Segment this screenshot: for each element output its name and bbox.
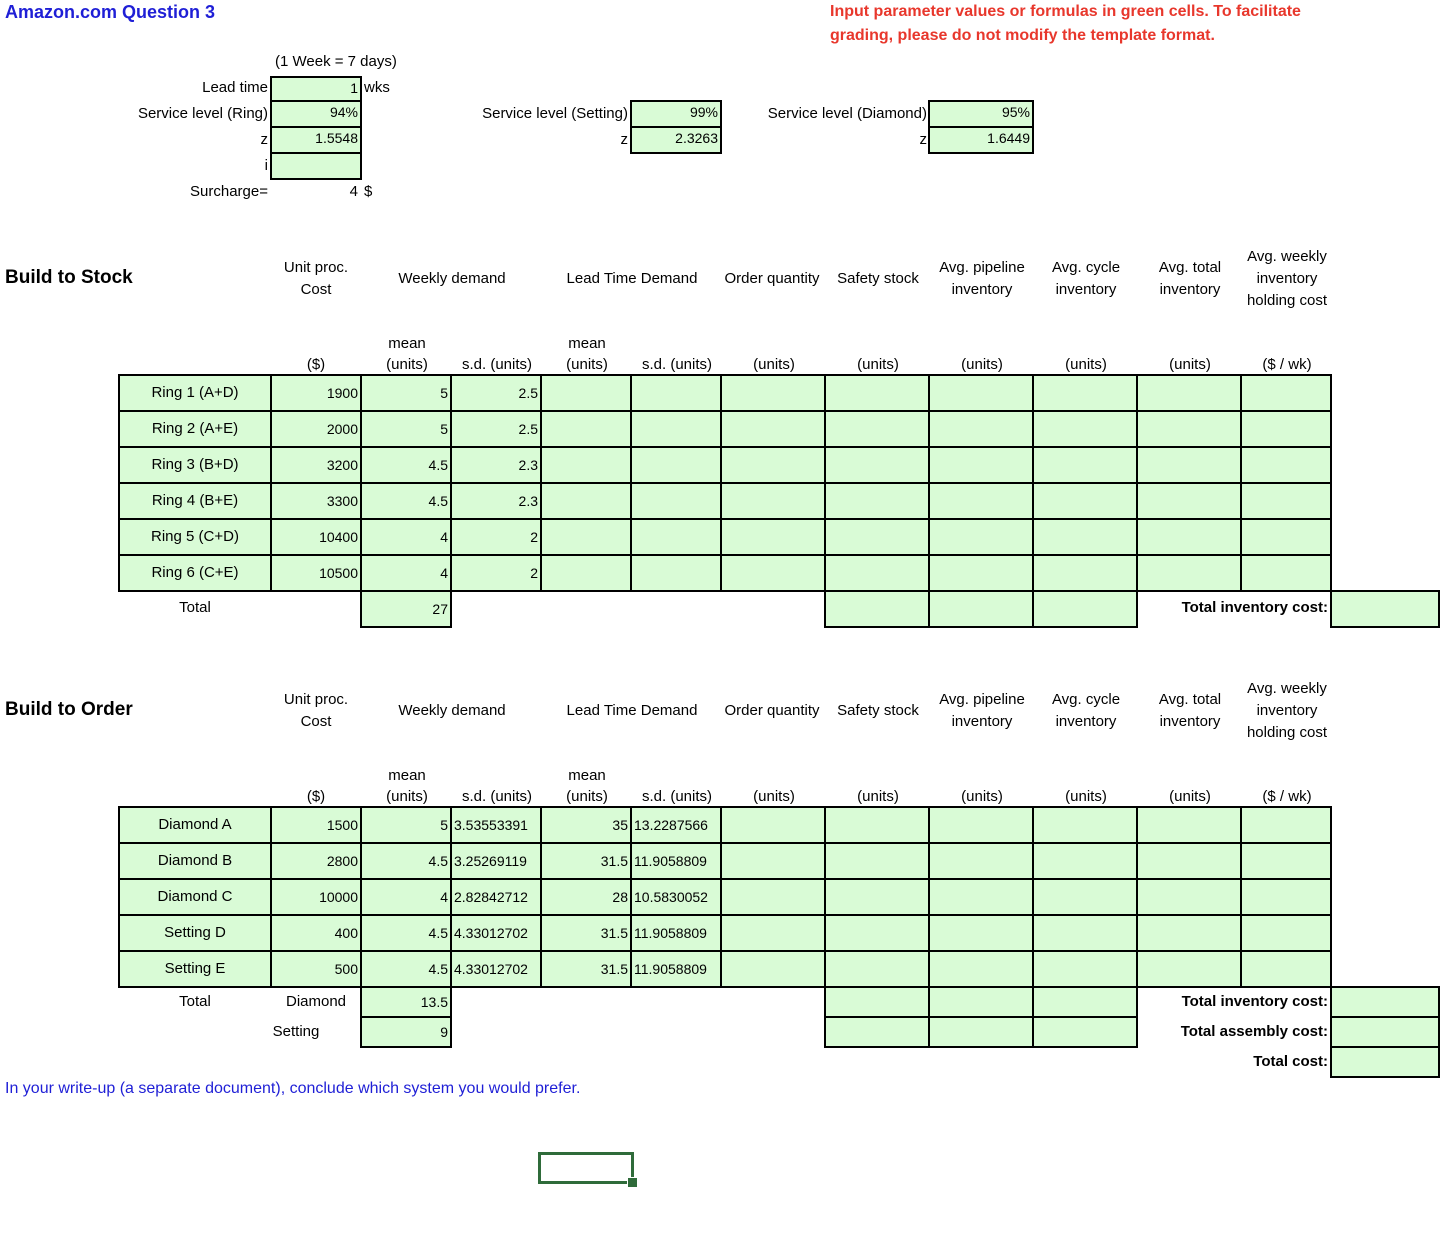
bto-cyc-cell[interactable] bbox=[1032, 878, 1138, 916]
bto-sub-units: (units) bbox=[753, 788, 795, 805]
bto-cyc-cell[interactable] bbox=[1032, 806, 1138, 844]
surcharge-unit: $ bbox=[364, 183, 373, 200]
bts-sub-dollar: ($) bbox=[306, 356, 326, 373]
bts-cyc-cell[interactable] bbox=[1032, 518, 1138, 556]
bts-cost-cell[interactable]: 3200 bbox=[270, 446, 362, 484]
bts-sd-cell[interactable]: 2.3 bbox=[450, 446, 542, 484]
z-setting-label: z bbox=[620, 131, 628, 148]
bto-total-safety-setting-cell[interactable] bbox=[824, 1016, 930, 1048]
lead-time-label: Lead time bbox=[202, 79, 268, 96]
bto-sub-units: (units) bbox=[1169, 788, 1211, 805]
bts-total-pipeline-cell[interactable] bbox=[928, 590, 1034, 628]
bto-mean-cell[interactable]: 4.5 bbox=[360, 914, 452, 952]
bts-total-mean-cell[interactable]: 27 bbox=[360, 590, 452, 628]
bto-oq-cell[interactable] bbox=[720, 950, 826, 988]
bto-lt_sd-cell[interactable]: 11.9058809 bbox=[630, 950, 722, 988]
bto-total-pipeline-diamond-cell[interactable] bbox=[928, 986, 1034, 1018]
bto-sub-dollar: ($) bbox=[306, 788, 326, 805]
bts-name-cell[interactable]: Ring 2 (A+E) bbox=[118, 410, 272, 448]
bts-sub-units: (units) bbox=[753, 356, 795, 373]
bts-mean-cell[interactable]: 5 bbox=[360, 410, 452, 448]
bto-header-safety-stock: Safety stock bbox=[837, 702, 919, 719]
bts-ss-cell[interactable] bbox=[824, 554, 930, 592]
bto-ss-cell[interactable] bbox=[824, 878, 930, 916]
bto-pipe-cell[interactable] bbox=[928, 806, 1034, 844]
surcharge-label: Surcharge= bbox=[190, 183, 268, 200]
bts-sd-cell[interactable]: 2.5 bbox=[450, 374, 542, 412]
sheet-title: Amazon.com Question 3 bbox=[5, 2, 216, 22]
bts-pipe-cell[interactable] bbox=[928, 554, 1034, 592]
bto-mean-cell[interactable]: 4.5 bbox=[360, 842, 452, 880]
i-cell[interactable] bbox=[270, 152, 362, 180]
service-level-ring-label: Service level (Ring) bbox=[137, 105, 268, 122]
bts-sub-units: (units) bbox=[1065, 356, 1107, 373]
bts-hold-cell[interactable] bbox=[1240, 554, 1332, 592]
lead-time-unit: wks bbox=[364, 79, 390, 96]
bto-tot-cell[interactable] bbox=[1136, 806, 1242, 844]
bto-pipe-cell[interactable] bbox=[928, 878, 1034, 916]
bto-name-cell[interactable]: Diamond C bbox=[118, 878, 272, 916]
bts-total-inventory-cost-label: Total inventory cost: bbox=[1181, 599, 1328, 616]
bto-diamond-total-cell[interactable]: 13.5 bbox=[360, 986, 452, 1018]
bts-oq-cell[interactable] bbox=[720, 554, 826, 592]
bts-lt_sd-cell[interactable] bbox=[630, 554, 722, 592]
lead-time-cell[interactable]: 1 bbox=[270, 76, 362, 102]
bts-sd-cell[interactable]: 2 bbox=[450, 554, 542, 592]
bto-header-avg-cycle: Avg. cycle inventory bbox=[1051, 691, 1121, 730]
bto-cost-cell[interactable]: 400 bbox=[270, 914, 362, 952]
bto-total-pipeline-setting-cell[interactable] bbox=[928, 1016, 1034, 1048]
bto-diamond-label: Diamond bbox=[285, 993, 347, 1010]
bto-name-cell[interactable]: Setting E bbox=[118, 950, 272, 988]
bto-oq-cell[interactable] bbox=[720, 842, 826, 880]
fill-handle[interactable] bbox=[627, 1177, 638, 1188]
bts-oq-cell[interactable] bbox=[720, 446, 826, 484]
bts-oq-cell[interactable] bbox=[720, 410, 826, 448]
bto-lt_sd-cell[interactable]: 13.2287566 bbox=[630, 806, 722, 844]
bto-total-assembly-cost-label: Total assembly cost: bbox=[1180, 1023, 1328, 1040]
bts-ss-cell[interactable] bbox=[824, 482, 930, 520]
z-diamond-label: z bbox=[919, 131, 927, 148]
bts-lt_sd-cell[interactable] bbox=[630, 410, 722, 448]
bts-tot-cell[interactable] bbox=[1136, 446, 1242, 484]
bts-lt_mean-cell[interactable] bbox=[540, 410, 632, 448]
bto-cyc-cell[interactable] bbox=[1032, 950, 1138, 988]
bto-name-cell[interactable]: Diamond A bbox=[118, 806, 272, 844]
bts-tot-cell[interactable] bbox=[1136, 410, 1242, 448]
bto-oq-cell[interactable] bbox=[720, 914, 826, 952]
bto-total-safety-diamond-cell[interactable] bbox=[824, 986, 930, 1018]
bts-lt_mean-cell[interactable] bbox=[540, 482, 632, 520]
bto-total-cost-label: Total cost: bbox=[1253, 1053, 1328, 1070]
bto-pipe-cell[interactable] bbox=[928, 950, 1034, 988]
bto-tot-cell[interactable] bbox=[1136, 842, 1242, 880]
active-cell-selection[interactable] bbox=[538, 1152, 634, 1184]
bts-tot-cell[interactable] bbox=[1136, 374, 1242, 412]
bts-header-lead-time-demand: Lead Time Demand bbox=[566, 270, 698, 287]
bts-cyc-cell[interactable] bbox=[1032, 554, 1138, 592]
bts-sd-cell[interactable]: 2.5 bbox=[450, 410, 542, 448]
bto-lt_sd-cell[interactable]: 11.9058809 bbox=[630, 914, 722, 952]
bto-total-label: Total bbox=[179, 993, 211, 1010]
bto-sub-sd: s.d. (units) bbox=[461, 788, 533, 805]
bto-header-lead-time-demand: Lead Time Demand bbox=[566, 702, 698, 719]
bts-sub-mean: mean (units) bbox=[386, 335, 428, 373]
bts-header-avg-pipeline: Avg. pipeline inventory bbox=[939, 259, 1025, 298]
surcharge-value: 4 bbox=[349, 183, 358, 200]
bts-lt_mean-cell[interactable] bbox=[540, 518, 632, 556]
bts-cost-cell[interactable]: 10500 bbox=[270, 554, 362, 592]
bto-lt_mean-cell[interactable]: 35 bbox=[540, 806, 632, 844]
bto-total-assembly-cost-cell[interactable] bbox=[1330, 1016, 1440, 1048]
bto-tot-cell[interactable] bbox=[1136, 950, 1242, 988]
bts-sd-cell[interactable]: 2 bbox=[450, 518, 542, 556]
bts-hold-cell[interactable] bbox=[1240, 518, 1332, 556]
bto-hold-cell[interactable] bbox=[1240, 950, 1332, 988]
bts-mean-cell[interactable]: 5 bbox=[360, 374, 452, 412]
bto-sub-units: (units) bbox=[857, 788, 899, 805]
bts-section-title: Build to Stock bbox=[5, 267, 133, 288]
bto-header-weekly-demand: Weekly demand bbox=[398, 702, 506, 719]
bts-lt_sd-cell[interactable] bbox=[630, 518, 722, 556]
bto-total-inventory-cost-cell[interactable] bbox=[1330, 986, 1440, 1018]
bts-hold-cell[interactable] bbox=[1240, 410, 1332, 448]
i-label: i bbox=[264, 157, 268, 174]
bts-sd-cell[interactable]: 2.3 bbox=[450, 482, 542, 520]
bto-cyc-cell[interactable] bbox=[1032, 842, 1138, 880]
bto-sd-cell[interactable]: 2.82842712 bbox=[450, 878, 542, 916]
bts-name-cell[interactable]: Ring 3 (B+D) bbox=[118, 446, 272, 484]
service-level-setting-label: Service level (Setting) bbox=[482, 105, 628, 122]
bts-cyc-cell[interactable] bbox=[1032, 482, 1138, 520]
bts-cost-cell[interactable]: 3300 bbox=[270, 482, 362, 520]
bts-pipe-cell[interactable] bbox=[928, 374, 1034, 412]
bts-sub-sd: s.d. (units) bbox=[461, 356, 533, 373]
bto-cost-cell[interactable]: 500 bbox=[270, 950, 362, 988]
bto-header-order-quantity: Order quantity bbox=[724, 702, 820, 719]
bto-hold-cell[interactable] bbox=[1240, 914, 1332, 952]
bts-cost-cell[interactable]: 1900 bbox=[270, 374, 362, 412]
bts-pipe-cell[interactable] bbox=[928, 410, 1034, 448]
bto-sub-units: (units) bbox=[961, 788, 1003, 805]
bto-pipe-cell[interactable] bbox=[928, 842, 1034, 880]
bto-header-unit-cost: Unit proc. Cost bbox=[283, 691, 349, 730]
bts-cost-cell[interactable]: 10400 bbox=[270, 518, 362, 556]
bto-total-cost-cell[interactable] bbox=[1330, 1046, 1440, 1078]
bts-pipe-cell[interactable] bbox=[928, 482, 1034, 520]
bto-ss-cell[interactable] bbox=[824, 842, 930, 880]
bts-ss-cell[interactable] bbox=[824, 410, 930, 448]
bts-ss-cell[interactable] bbox=[824, 446, 930, 484]
bts-hold-cell[interactable] bbox=[1240, 446, 1332, 484]
bts-tot-cell[interactable] bbox=[1136, 482, 1242, 520]
bts-header-safety-stock: Safety stock bbox=[837, 270, 919, 287]
bts-sub-dollar-per-week: ($ / wk) bbox=[1262, 356, 1312, 373]
bto-header-avg-weekly-holding: Avg. weekly inventory holding cost bbox=[1246, 680, 1328, 741]
bts-sub-units: (units) bbox=[857, 356, 899, 373]
week-note: (1 Week = 7 days) bbox=[275, 53, 397, 70]
bto-hold-cell[interactable] bbox=[1240, 806, 1332, 844]
bto-lt_mean-cell[interactable]: 31.5 bbox=[540, 914, 632, 952]
service-level-diamond-label: Service level (Diamond) bbox=[767, 105, 927, 122]
bto-header-avg-pipeline: Avg. pipeline inventory bbox=[939, 691, 1025, 730]
service-level-diamond-cell[interactable]: 95% bbox=[928, 100, 1034, 128]
bto-oq-cell[interactable] bbox=[720, 806, 826, 844]
bto-tot-cell[interactable] bbox=[1136, 878, 1242, 916]
bts-header-order-quantity: Order quantity bbox=[724, 270, 820, 287]
bts-lt_sd-cell[interactable] bbox=[630, 374, 722, 412]
bts-pipe-cell[interactable] bbox=[928, 518, 1034, 556]
bts-cyc-cell[interactable] bbox=[1032, 446, 1138, 484]
bto-sub-dollar-per-week: ($ / wk) bbox=[1262, 788, 1312, 805]
bto-lt_sd-cell[interactable]: 11.9058809 bbox=[630, 842, 722, 880]
bts-name-cell[interactable]: Ring 1 (A+D) bbox=[118, 374, 272, 412]
bto-sd-cell[interactable]: 3.25269119 bbox=[450, 842, 542, 880]
bts-hold-cell[interactable] bbox=[1240, 374, 1332, 412]
bts-total-safety-cell[interactable] bbox=[824, 590, 930, 628]
bto-sd-cell[interactable]: 4.33012702 bbox=[450, 914, 542, 952]
bto-sub-mean: mean (units) bbox=[386, 767, 428, 805]
bto-name-cell[interactable]: Diamond B bbox=[118, 842, 272, 880]
z-ring-label: z bbox=[260, 131, 268, 148]
bto-lt_mean-cell[interactable]: 31.5 bbox=[540, 842, 632, 880]
bts-header-unit-cost: Unit proc. Cost bbox=[283, 259, 349, 298]
bts-lt_mean-cell[interactable] bbox=[540, 446, 632, 484]
bts-name-cell[interactable]: Ring 4 (B+E) bbox=[118, 482, 272, 520]
bts-sub-units: (units) bbox=[961, 356, 1003, 373]
bto-sub-lt-sd: s.d. (units) bbox=[641, 788, 713, 805]
z-diamond-cell[interactable]: 1.6449 bbox=[928, 126, 1034, 154]
bto-cost-cell[interactable]: 2800 bbox=[270, 842, 362, 880]
bto-mean-cell[interactable]: 4.5 bbox=[360, 950, 452, 988]
bts-tot-cell[interactable] bbox=[1136, 518, 1242, 556]
bts-oq-cell[interactable] bbox=[720, 482, 826, 520]
bts-lt_sd-cell[interactable] bbox=[630, 446, 722, 484]
bts-hold-cell[interactable] bbox=[1240, 482, 1332, 520]
bts-tot-cell[interactable] bbox=[1136, 554, 1242, 592]
bts-mean-cell[interactable]: 4 bbox=[360, 518, 452, 556]
bts-header-avg-cycle: Avg. cycle inventory bbox=[1051, 259, 1121, 298]
bto-sub-units: (units) bbox=[1065, 788, 1107, 805]
bto-ss-cell[interactable] bbox=[824, 914, 930, 952]
bto-cost-cell[interactable]: 1500 bbox=[270, 806, 362, 844]
service-level-ring-cell[interactable]: 94% bbox=[270, 100, 362, 128]
bto-ss-cell[interactable] bbox=[824, 950, 930, 988]
bts-cyc-cell[interactable] bbox=[1032, 374, 1138, 412]
z-ring-cell[interactable]: 1.5548 bbox=[270, 126, 362, 154]
bto-mean-cell[interactable]: 5 bbox=[360, 806, 452, 844]
bts-cyc-cell[interactable] bbox=[1032, 410, 1138, 448]
bts-sub-lt-sd: s.d. (units) bbox=[641, 356, 713, 373]
service-level-setting-cell[interactable]: 99% bbox=[630, 100, 722, 128]
bts-header-weekly-demand: Weekly demand bbox=[398, 270, 506, 287]
bto-lt_sd-cell[interactable]: 10.5830052 bbox=[630, 878, 722, 916]
bto-header-avg-total: Avg. total inventory bbox=[1158, 691, 1222, 730]
bts-name-cell[interactable]: Ring 6 (C+E) bbox=[118, 554, 272, 592]
bto-hold-cell[interactable] bbox=[1240, 842, 1332, 880]
bto-tot-cell[interactable] bbox=[1136, 914, 1242, 952]
bts-lt_sd-cell[interactable] bbox=[630, 482, 722, 520]
bto-ss-cell[interactable] bbox=[824, 806, 930, 844]
bto-sd-cell[interactable]: 4.33012702 bbox=[450, 950, 542, 988]
bts-sub-units: (units) bbox=[1169, 356, 1211, 373]
bts-total-inventory-cost-cell[interactable] bbox=[1330, 590, 1440, 628]
bto-pipe-cell[interactable] bbox=[928, 914, 1034, 952]
bts-name-cell[interactable]: Ring 5 (C+D) bbox=[118, 518, 272, 556]
bto-hold-cell[interactable] bbox=[1240, 878, 1332, 916]
bts-oq-cell[interactable] bbox=[720, 374, 826, 412]
bto-sd-cell[interactable]: 3.53553391 bbox=[450, 806, 542, 844]
bto-lt_mean-cell[interactable]: 28 bbox=[540, 878, 632, 916]
bto-setting-label: Setting bbox=[272, 1023, 320, 1040]
bts-header-avg-total: Avg. total inventory bbox=[1158, 259, 1222, 298]
bts-header-avg-weekly-holding: Avg. weekly inventory holding cost bbox=[1246, 248, 1328, 309]
footer-note: In your write-up (a separate document), conclude which system you would prefer. bbox=[5, 1080, 581, 1097]
bto-section-title: Build to Order bbox=[5, 699, 133, 720]
bts-ss-cell[interactable] bbox=[824, 518, 930, 556]
bts-sub-lt-mean: mean (units) bbox=[566, 335, 608, 373]
bts-mean-cell[interactable]: 4.5 bbox=[360, 446, 452, 484]
bts-lt_mean-cell[interactable] bbox=[540, 374, 632, 412]
bto-setting-total-cell[interactable]: 9 bbox=[360, 1016, 452, 1048]
bts-oq-cell[interactable] bbox=[720, 518, 826, 556]
bto-name-cell[interactable]: Setting D bbox=[118, 914, 272, 952]
bto-oq-cell[interactable] bbox=[720, 878, 826, 916]
bts-mean-cell[interactable]: 4 bbox=[360, 554, 452, 592]
bto-mean-cell[interactable]: 4 bbox=[360, 878, 452, 916]
bts-lt_mean-cell[interactable] bbox=[540, 554, 632, 592]
bts-pipe-cell[interactable] bbox=[928, 446, 1034, 484]
bts-cost-cell[interactable]: 2000 bbox=[270, 410, 362, 448]
bto-lt_mean-cell[interactable]: 31.5 bbox=[540, 950, 632, 988]
bts-mean-cell[interactable]: 4.5 bbox=[360, 482, 452, 520]
instructions-note: Input parameter values or formulas in green cells. To facilitate grading, please do not modify the template format. bbox=[830, 3, 1301, 44]
bto-cyc-cell[interactable] bbox=[1032, 914, 1138, 952]
bts-ss-cell[interactable] bbox=[824, 374, 930, 412]
bts-total-label: Total bbox=[179, 599, 211, 616]
bto-sub-lt-mean: mean (units) bbox=[566, 767, 608, 805]
bto-cost-cell[interactable]: 10000 bbox=[270, 878, 362, 916]
z-setting-cell[interactable]: 2.3263 bbox=[630, 126, 722, 154]
bto-total-inventory-cost-label: Total inventory cost: bbox=[1181, 993, 1328, 1010]
